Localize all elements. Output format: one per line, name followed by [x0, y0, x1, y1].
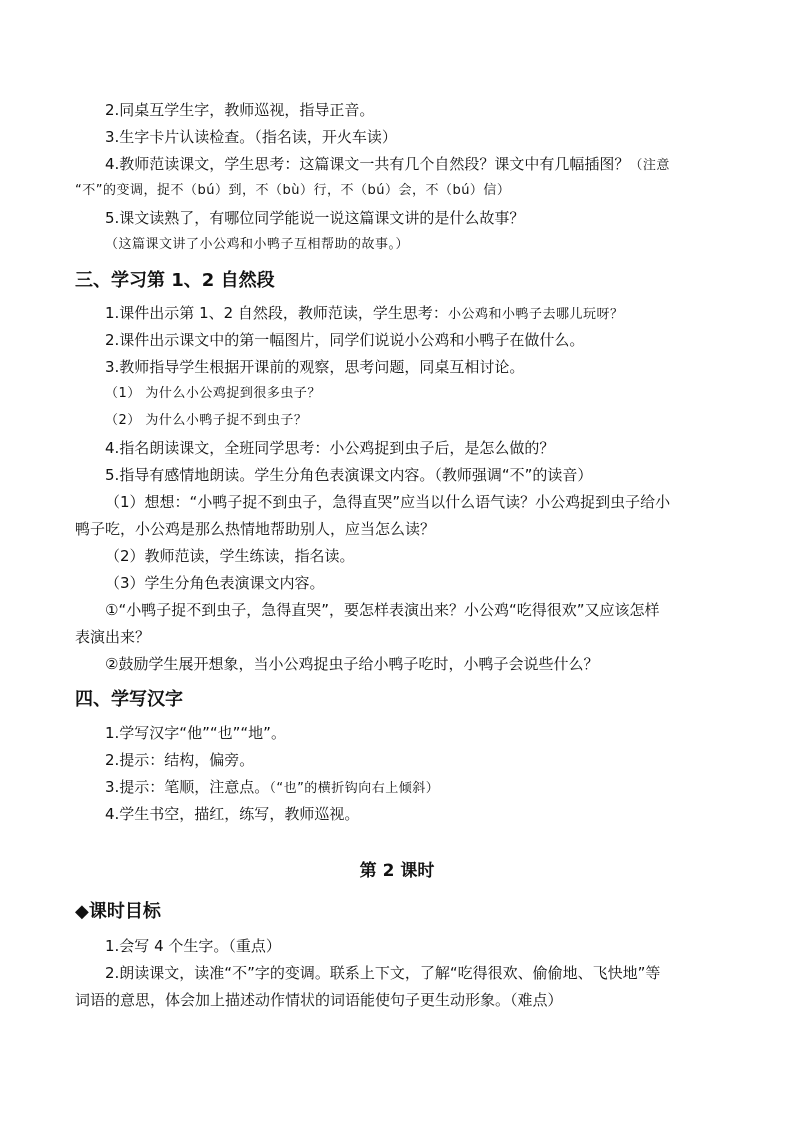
goal-item-cont — [75, 987, 735, 1013]
goal-text: 2.朗读课文，读准“不”字的变调。联系上下文，了解“吃得很欢、偷偷地、飞快地”等 — [105, 964, 661, 982]
list-item — [105, 435, 735, 461]
item-text: 3.生字卡片认读检查。（指名读，开火车读） — [105, 128, 397, 146]
note-text: （注意 — [629, 158, 670, 173]
item-text: 2.课件出示课文中的第一幅图片，同学们说说小公鸡和小鸭子在做什么。 — [105, 331, 585, 349]
item-text: 3.提示：笔顺，注意点。 — [105, 778, 270, 796]
circle-item-text: ②鼓励学生展开想象，当小公鸡捉虫子给小鸭子吃时，小鸭子会说些什么？ — [105, 655, 599, 673]
sub-item-text: 鸭子吃，小公鸡是那么热情地帮助别人，应当怎么读？ — [75, 520, 436, 538]
item-text: 5.课文读熟了，有哪位同学能说一说这篇课文讲的是什么故事？ — [105, 209, 525, 227]
list-item — [105, 124, 735, 150]
item-text: 3.教师指导学生根据开课前的观察，思考问题，同桌互相讨论。 — [105, 358, 525, 376]
list-item — [105, 462, 735, 488]
sub-item-cont — [75, 516, 735, 542]
list-item — [105, 774, 735, 802]
lesson-title: 第 2 课时 — [359, 861, 435, 881]
sub-question — [105, 381, 735, 407]
list-item — [105, 801, 735, 827]
sub-item — [105, 570, 735, 596]
item-text: 4.学生书空，描红，练写，教师巡视。 — [105, 805, 360, 823]
goal-text: 词语的意思，体会加上描述动作情状的词语能使句子更生动形象。（难点） — [75, 991, 563, 1009]
goal-text: 1.会写 4 个生字。（重点） — [105, 937, 281, 955]
circle-item-text: ①“小鸭子捉不到虫子，急得直哭”，要怎样表演出来？小公鸡“吃得很欢”又应该怎样 — [105, 601, 660, 619]
goal-item — [105, 960, 735, 986]
note-text: （“也”的横折钩向右上倾斜） — [269, 781, 440, 796]
sub-item-text: （2）教师范读，学生练读，指名读。 — [105, 547, 355, 565]
circle-item-cont — [75, 624, 735, 650]
circle-item-text: 表演出来？ — [75, 628, 151, 646]
list-item — [105, 97, 735, 123]
item-text: 2.提示：结构，偏旁。 — [105, 751, 255, 769]
item-text: 2.同桌互学生字，教师巡视，指导正音。 — [105, 101, 375, 119]
item-text: 5.指导有感情地朗读。学生分角色表演课文内容。（教师强调“不”的读音） — [105, 466, 593, 484]
item-text: 1.课件出示第 1、2 自然段，教师范读，学生思考： — [105, 304, 448, 322]
list-item — [105, 151, 735, 179]
list-item — [105, 327, 735, 353]
list-item — [105, 205, 735, 231]
sub-item — [105, 543, 735, 569]
list-item — [105, 300, 735, 328]
goal-item — [105, 933, 735, 959]
note-line — [105, 232, 735, 258]
note-line — [75, 178, 735, 204]
note-text: “不”的变调，捉不（bú）到，不（bù）行，不（bú）会，不（bú）信） — [75, 183, 511, 198]
item-text: 4.指名朗读课文，全班同学思考：小公鸡捉到虫子后，是怎么做的？ — [105, 439, 555, 457]
list-item — [105, 354, 735, 380]
section-heading: 四、学写汉字 — [75, 689, 183, 710]
sub-question-text: （1） 为什么小公鸡捉到很多虫子？ — [105, 386, 321, 401]
circle-item — [105, 651, 735, 677]
section-heading: 三、学习第 1、2 自然段 — [75, 270, 275, 291]
note-text: （这篇课文讲了小公鸡和小鸭子互相帮助的故事。） — [105, 237, 410, 252]
sub-item-text: （3）学生分角色表演课文内容。 — [105, 574, 325, 592]
sub-question — [105, 408, 735, 434]
goal-heading: ◆课时目标 — [75, 901, 161, 922]
sub-item — [105, 489, 735, 515]
item-text: 1.学写汉字“他”“也”“地”。 — [105, 724, 286, 742]
list-item — [105, 720, 735, 746]
circle-item — [105, 597, 735, 623]
question-text: 小公鸡和小鸭子去哪儿玩呀？ — [447, 307, 624, 322]
item-text: 4.教师范读课文，学生思考：这篇课文一共有几个自然段？课文中有几幅插图？ — [105, 155, 630, 173]
sub-item-text: （1）想想：“小鸭子捉不到虫子，急得直哭”应当以什么语气读？小公鸡捉到虫子给小 — [105, 493, 671, 511]
sub-question-text: （2） 为什么小鸭子捉不到虫子？ — [105, 413, 308, 428]
list-item — [105, 747, 735, 773]
